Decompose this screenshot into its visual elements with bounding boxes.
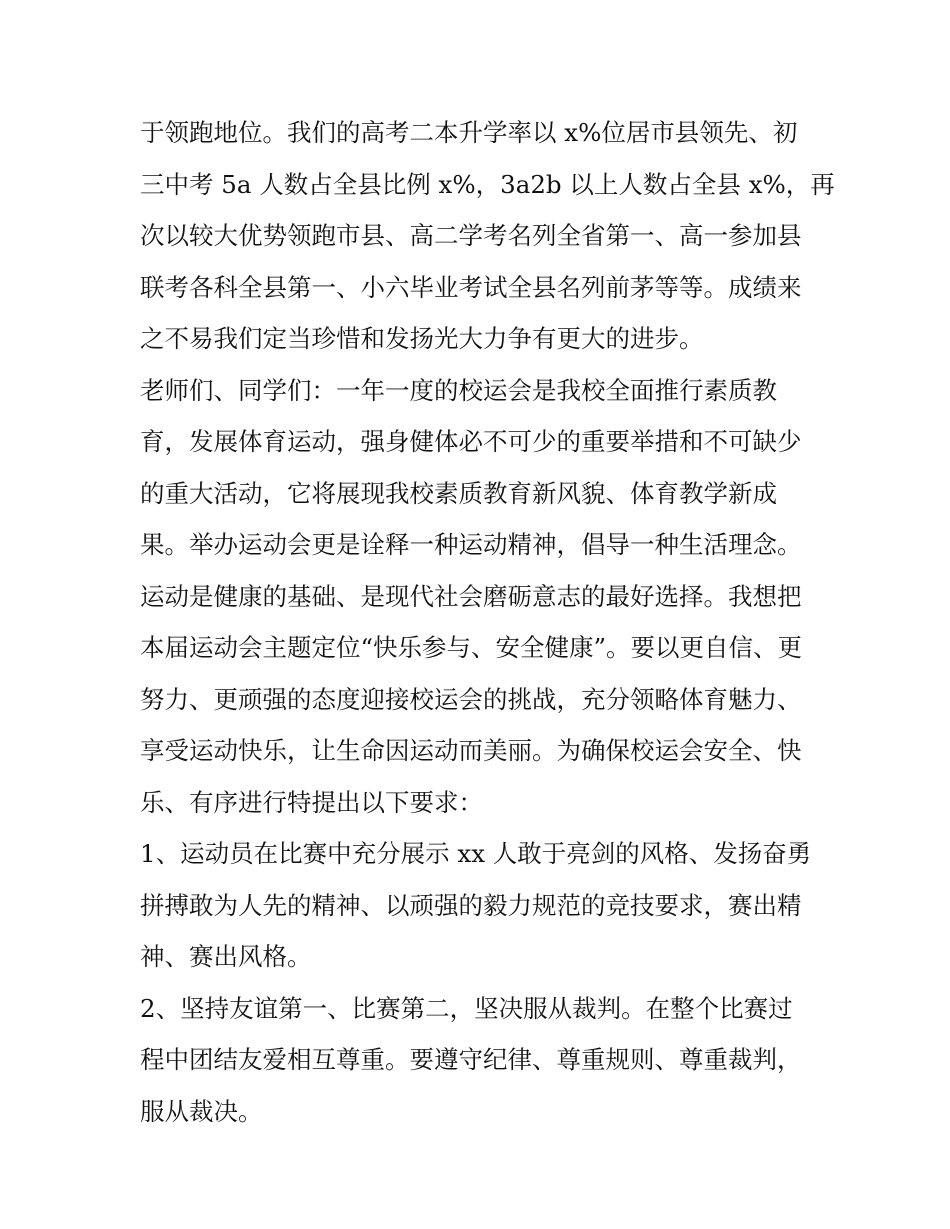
text-line: 老师们、同学们：一年一度的校运会是我校全面推行素质教 <box>140 375 777 405</box>
text-line: 运动是健康的基础、是现代社会磨砺意志的最好选择。我想把 <box>140 581 802 611</box>
text-line: 本届运动会主题定位“快乐参与、安全健康”。要以更自信、更 <box>140 633 803 662</box>
document-body <box>140 107 835 1137</box>
text-line: 乐、有序进行特提出以下要求： <box>140 787 483 817</box>
paragraph-results <box>140 107 835 365</box>
text-line: 努力、更顽强的态度迎接校运会的挑战，充分领略体育魅力、 <box>140 684 802 714</box>
text-line: 的重大活动，它将展现我校素质教育新风貌、体育教学新成 <box>140 478 777 508</box>
text-line: 神、赛出风格。 <box>140 942 312 971</box>
text-line: 服从裁决。 <box>140 1096 263 1126</box>
text-line: 三中考 5a 人数占全县比例 x%，3a2b 以上人数占全县 x%，再 <box>140 169 835 199</box>
paragraph-sports-meet <box>140 365 820 829</box>
paragraph-requirement-2 <box>140 983 820 1138</box>
text-line: 果。举办运动会更是诠释一种运动精神，倡导一种生活理念。 <box>140 530 802 559</box>
text-line: 育，发展体育运动，强身健体必不可少的重要举措和不可缺少 <box>140 427 802 456</box>
text-line: 于领跑地位。我们的高考二本升学率以 x%位居市县领先、初 <box>140 118 798 147</box>
text-line: 之不易我们定当珍惜和发扬光大力争有更大的进步。 <box>140 324 704 353</box>
text-line: 联考各科全县第一、小六毕业考试全县名列前茅等等。成绩来 <box>140 272 802 302</box>
text-line: 2、坚持友谊第一、比赛第二，坚决服从裁判。在整个比赛过 <box>140 993 793 1023</box>
text-line: 拼搏敢为人先的精神、以顽强的毅力规范的竞技要求，赛出精 <box>140 890 802 920</box>
text-line: 次以较大优势领跑市县、高二学考名列全省第一、高一参加县 <box>140 221 802 250</box>
text-line: 享受运动快乐，让生命因运动而美丽。为确保校运会安全、快 <box>140 736 802 765</box>
text-line: 程中团结友爱相互尊重。要遵守纪律、尊重规则、尊重裁判， <box>140 1045 802 1074</box>
paragraph-requirement-1 <box>140 828 820 983</box>
text-line: 1、运动员在比赛中充分展示 xx 人敢于亮剑的风格、发扬奋勇 <box>140 839 812 868</box>
